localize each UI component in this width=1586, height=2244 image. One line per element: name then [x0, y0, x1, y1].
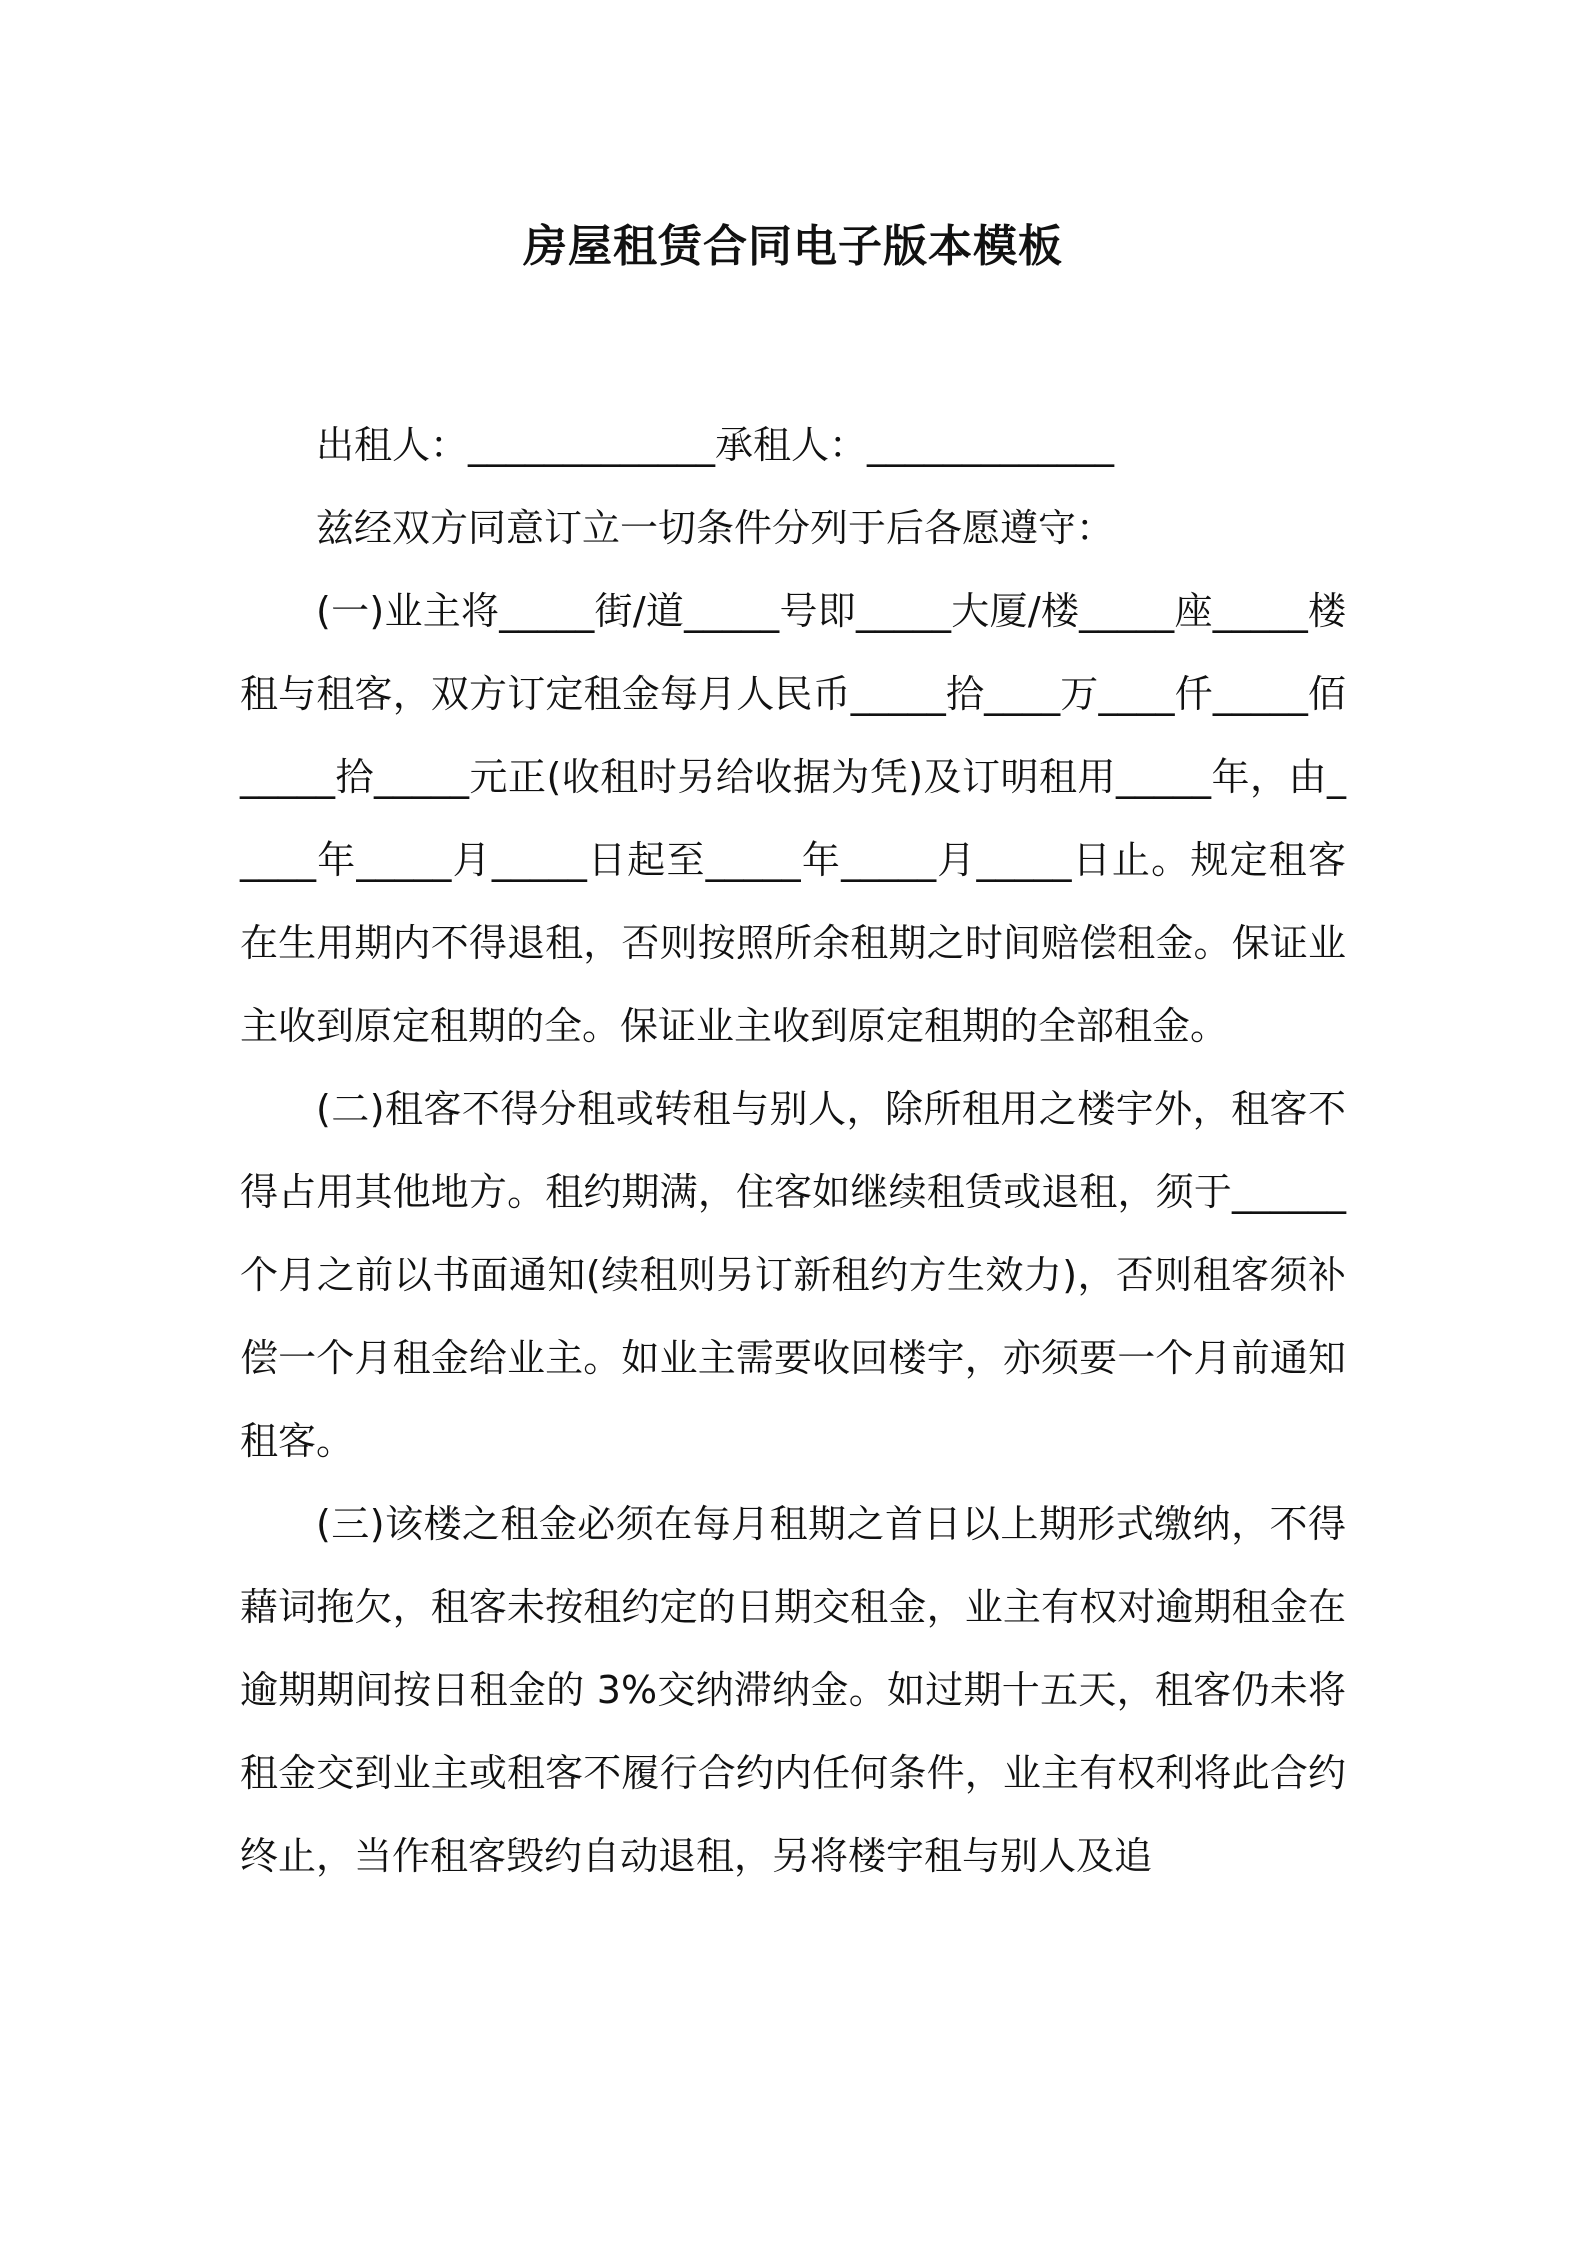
- parties-line: 出租人：_____________承租人：_____________: [316, 423, 1115, 467]
- document-title: 房屋租赁合同电子版本模板: [523, 221, 1063, 272]
- clause-3: (三)该楼之租金必须在每月租期之首日以上期形式缴纳，不得藉词拖欠，租客未按租约定的日期交租金，业主有权对逾期租金在逾期期间按日租金的 3%交纳滞纳金。如过期十五天，租客仍未将租金交到业主或租客不履行合约内任何条件，业主有权利将此合约终止，当作租客毁约自动退租，另将楼宇租与别人及追: [240, 1502, 1346, 1878]
- clause-1: (一)业主将_____街/道_____号即_____大厦/楼_____座_____楼租与租客，双方订定租金每月人民币_____拾____万____仟_____佰_____拾_____元正(收租时另给收据为凭)及订明租用_____年，由_____年_____月_____日起至_____年_____月_____日止。规定租客在生用期内不得退租，否则按照所余租期之时间赔偿租金。保证业主收到原定租期的全。保证业主收到原定租期的全部租金。: [240, 589, 1346, 1048]
- clause-2: (二)租客不得分租或转租与别人，除所租用之楼宇外，租客不得占用其他地方。租约期满，住客如继续租赁或退租，须于______个月之前以书面通知(续租则另订新租约方生效力)，否则租客须补偿一个月租金给业主。如业主需要收回楼宇，亦须要一个月前通知租客。: [240, 1087, 1346, 1463]
- agreement-intro: 兹经双方同意订立一切条件分列于后各愿遵守：: [316, 506, 1115, 550]
- document-body: [240, 404, 1346, 1898]
